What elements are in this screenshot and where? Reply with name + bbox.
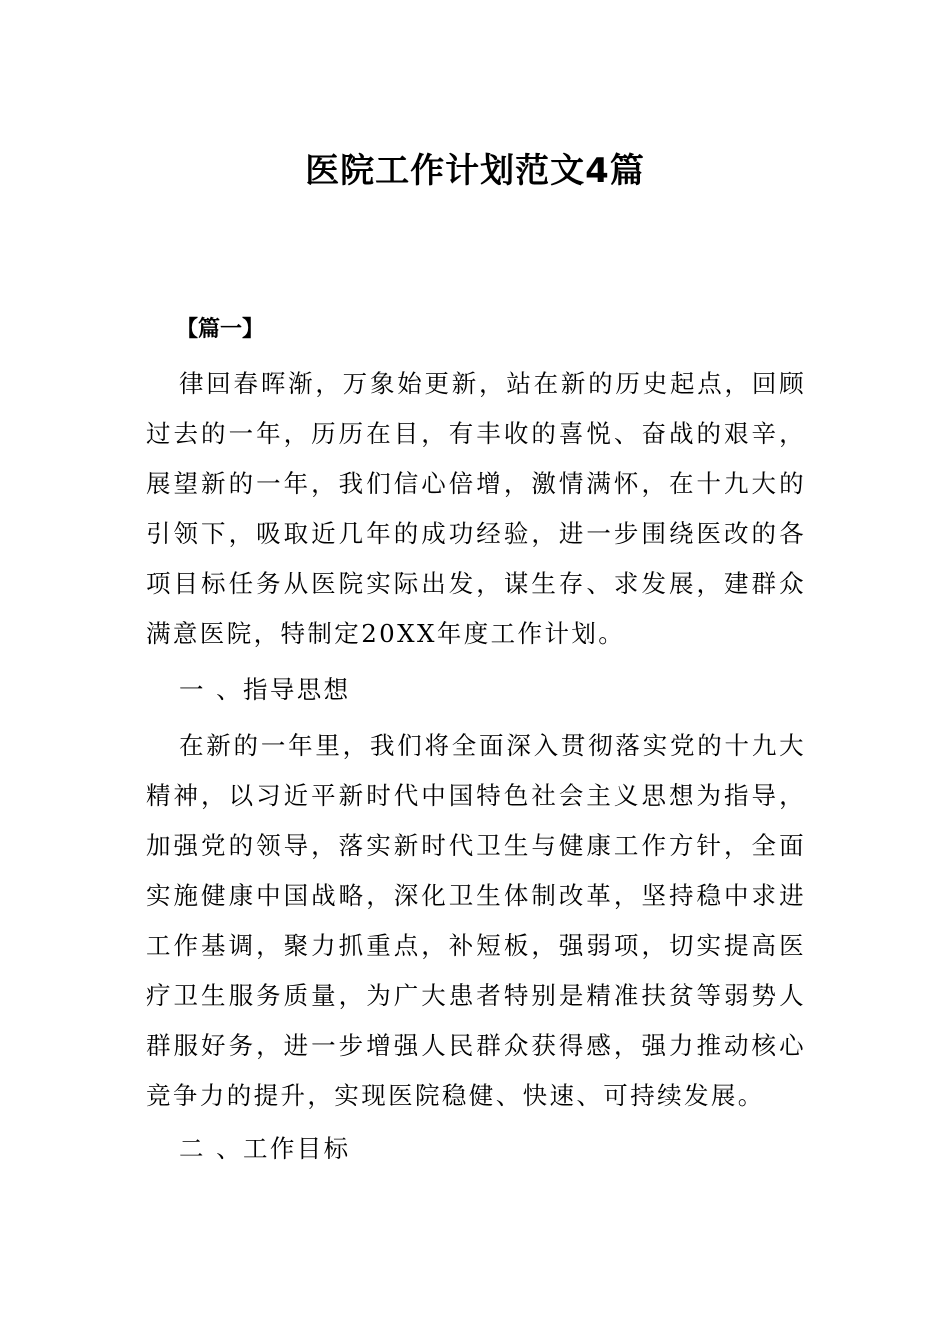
- heading-work-goals: 二 、工作目标: [179, 1134, 351, 1163]
- document-title: 医院工作计划范文4篇: [305, 151, 645, 191]
- heading-guiding-ideology: 一 、指导思想: [179, 675, 351, 704]
- paragraph-guiding-ideology: 在新的一年里，我们将全面深入贯彻落实党的十九大精神，以习近平新时代中国特色社会主义思想为指导，加强党的领导，落实新时代卫生与健康工作方针，全面实施健康中国战略，深化卫生体制改革，坚持稳中求进工作基调，聚力抓重点，补短板，强弱项，切实提高医疗卫生服务质量，为广大患者特别是精准扶贫等弱势人群服好务，进一步增强人民群众获得感，强力推动核心竞争力的提升，实现医院稳健、快速、可持续发展。: [146, 731, 806, 1110]
- section-label: 【篇一】: [176, 317, 265, 342]
- paragraph-intro: 律回春晖渐，万象始更新，站在新的历史起点，回顾过去的一年，历历在目，有丰收的喜悦、奋战的艰辛，展望新的一年，我们信心倍增，激情满怀，在十九大的引领下，吸取近几年的成功经验，进一步围绕医改的各项目标任务从医院实际出发，谋生存、求发展，建群众满意医院，特制定20XX年度工作计划。: [146, 369, 806, 648]
